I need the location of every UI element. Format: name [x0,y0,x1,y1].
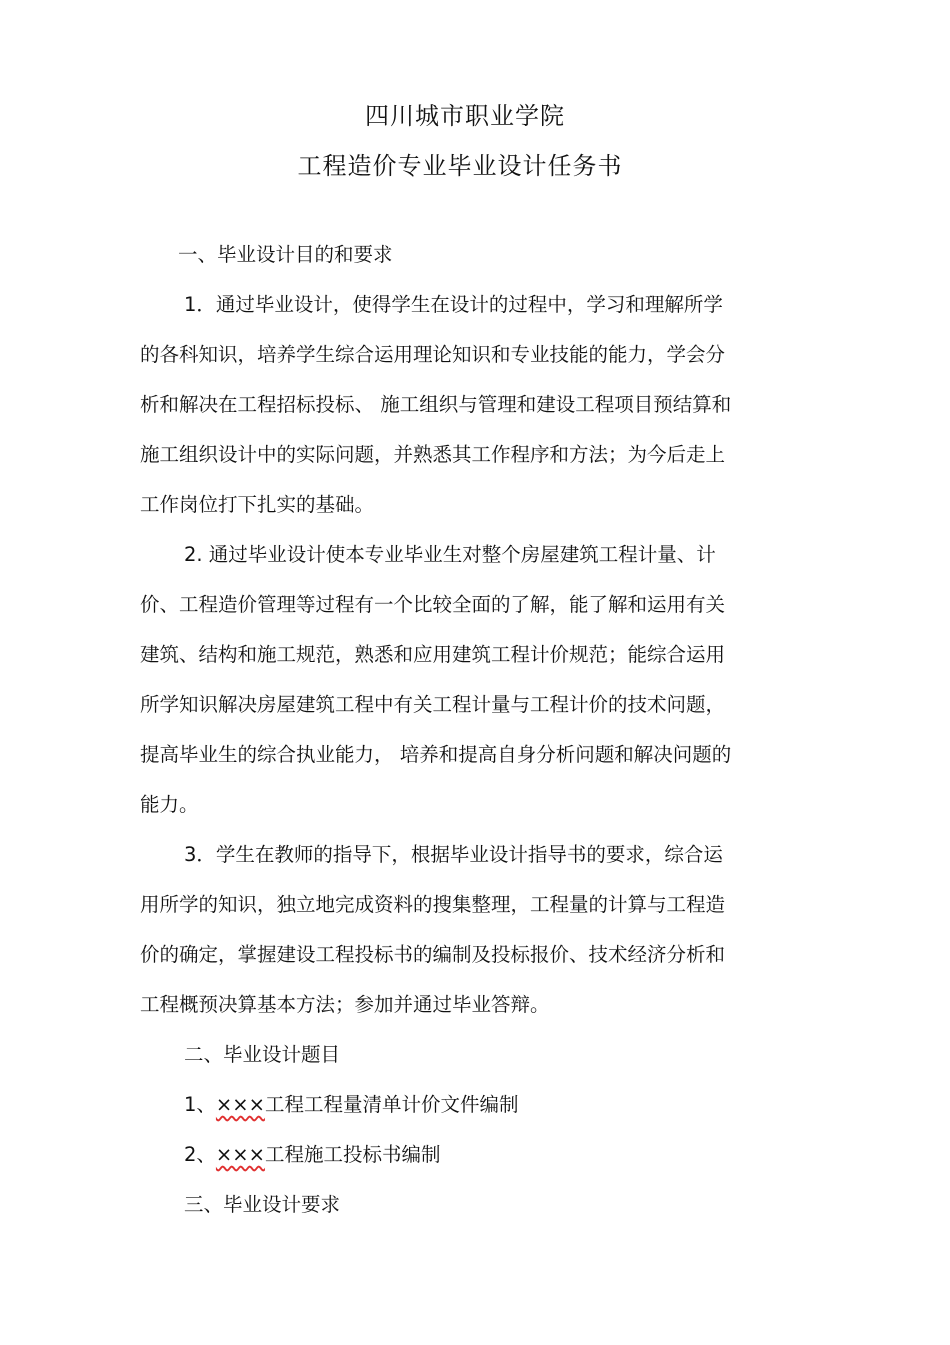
p2-line-3: 建筑、结构和施工规范，熟悉和应用建筑工程计价规范；能综合运用 [140,643,726,666]
p2-line-5: 提高毕业生的综合执业能力， 培养和提高自身分析问题和解决问题的 [140,743,732,766]
topic-placeholder: ××× [215,1093,265,1116]
p1-line-3: 析和解决在工程招标投标、 施工组织与管理和建设工程项目预结算和 [140,393,732,416]
p3-line-2: 用所学的知识，独立地完成资料的搜集整理，工程量的计算与工程造 [140,893,726,916]
topic-text: 工程施工投标书编制 [264,1143,441,1166]
p1-line-2: 的各科知识，培养学生综合运用理论知识和专业技能的能力，学会分 [140,343,726,366]
section1-heading: 一、毕业设计目的和要求 [178,243,393,266]
p3-line-3: 价的确定，掌握建设工程投标书的编制及投标报价、技术经济分析和 [140,943,726,966]
p1-line-5: 工作岗位打下扎实的基础。 [140,493,375,516]
section2-heading: 二、毕业设计题目 [184,1043,341,1066]
p2-line-6: 能力。 [140,793,199,816]
school-name-title: 四川城市职业学院 [365,102,565,130]
p2-line-4: 所学知识解决房屋建筑工程中有关工程计量与工程计价的技术问题， [140,693,726,716]
topic-number: 2、 [184,1143,216,1166]
p3-line-4: 工程概预决算基本方法；参加并通过毕业答辩。 [140,993,550,1016]
p2-line-2: 价、工程造价管理等过程有一个比较全面的了解，能了解和运用有关 [140,593,726,616]
p2-line-1: 2. 通过毕业设计使本专业毕业生对整个房屋建筑工程计量、计 [184,543,716,566]
topic-item-2 [184,1140,844,1170]
document-title: 工程造价专业毕业设计任务书 [297,152,623,180]
p1-line-4: 施工组织设计中的实际问题，并熟悉其工作程序和方法；为今后走上 [140,443,726,466]
topic-number: 1、 [184,1093,216,1116]
topic-text: 工程工程量清单计价文件编制 [264,1093,519,1116]
p3-line-1: 3．学生在教师的指导下，根据毕业设计指导书的要求，综合运 [184,843,723,866]
topic-placeholder: ××× [215,1143,265,1166]
topic-item-1 [184,1090,844,1120]
section3-heading: 三、毕业设计要求 [184,1193,341,1216]
p1-line-1: 1．通过毕业设计，使得学生在设计的过程中，学习和理解所学 [184,293,723,316]
